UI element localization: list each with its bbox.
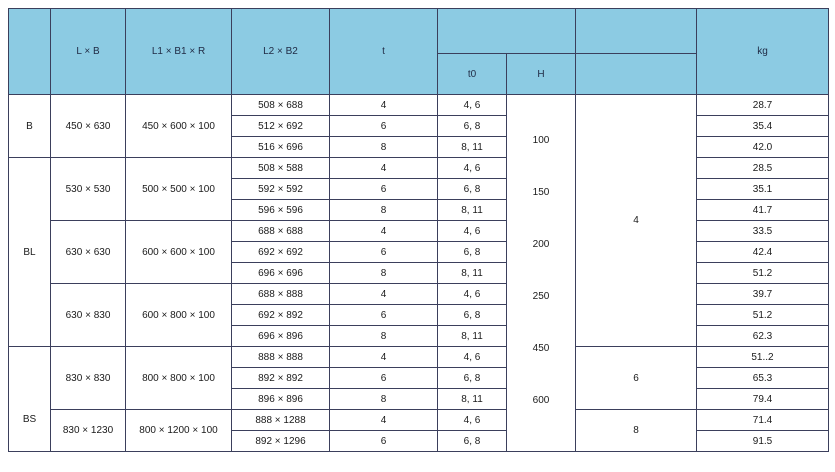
h-value: 450 bbox=[532, 343, 550, 354]
table-row bbox=[9, 158, 829, 179]
size-l1b1r: 450 × 600 × 100 bbox=[126, 95, 232, 158]
cell-t: 4 bbox=[330, 410, 438, 431]
header-lb: L × B bbox=[51, 9, 126, 95]
cell-t: 8 bbox=[330, 263, 438, 284]
cell-l2b2: 896 × 896 bbox=[232, 389, 330, 410]
cell-l2b2: 892 × 1296 bbox=[232, 431, 330, 452]
cell-t0: 4, 6 bbox=[438, 158, 507, 179]
spec-table bbox=[8, 8, 829, 452]
cell-kg: 39.7 bbox=[697, 284, 829, 305]
cell-t: 4 bbox=[330, 347, 438, 368]
cell-kg: 79.4 bbox=[697, 389, 829, 410]
cell-kg: 35.1 bbox=[697, 179, 829, 200]
cell-l2b2: 688 × 888 bbox=[232, 284, 330, 305]
h-values-cell bbox=[507, 95, 576, 452]
header-t: t bbox=[330, 9, 438, 95]
table-row bbox=[9, 347, 829, 368]
cell-kg: 91.5 bbox=[697, 431, 829, 452]
h-value: 250 bbox=[532, 291, 550, 302]
cell-kg: 71.4 bbox=[697, 410, 829, 431]
cell-t0: 8, 11 bbox=[438, 137, 507, 158]
cell-t0: 8, 11 bbox=[438, 389, 507, 410]
group-label-b: B bbox=[9, 95, 51, 158]
header-l2b2: L2 × B2 bbox=[232, 9, 330, 95]
h-value: 100 bbox=[532, 135, 550, 146]
table-row bbox=[9, 410, 829, 431]
header-blank bbox=[576, 9, 697, 54]
group-label-bs bbox=[9, 347, 51, 452]
size-lb: 830 × 1230 bbox=[51, 410, 126, 452]
cell-t: 4 bbox=[330, 158, 438, 179]
cell-t: 8 bbox=[330, 389, 438, 410]
cell-kg: 42.4 bbox=[697, 242, 829, 263]
cell-l2b2: 692 × 892 bbox=[232, 305, 330, 326]
cell-t0: 4, 6 bbox=[438, 221, 507, 242]
cell-t0: 8, 11 bbox=[438, 263, 507, 284]
group-label-bs-text: BS bbox=[22, 414, 37, 425]
header-group bbox=[438, 9, 576, 54]
cell-l2b2: 892 × 892 bbox=[232, 368, 330, 389]
size-l1b1r: 600 × 600 × 100 bbox=[126, 221, 232, 284]
cell-l2b2: 512 × 692 bbox=[232, 116, 330, 137]
cell-t0: 4, 6 bbox=[438, 95, 507, 116]
h-value: 150 bbox=[532, 187, 550, 198]
cell-t0: 6, 8 bbox=[438, 305, 507, 326]
group-label-bl: BL bbox=[9, 158, 51, 347]
cell-t: 6 bbox=[330, 305, 438, 326]
cell-kg: 51..2 bbox=[697, 347, 829, 368]
cell-t: 4 bbox=[330, 221, 438, 242]
cell-kg: 65.3 bbox=[697, 368, 829, 389]
cell-kg: 28.5 bbox=[697, 158, 829, 179]
table-row bbox=[9, 221, 829, 242]
size-lb: 530 × 530 bbox=[51, 158, 126, 221]
table-row bbox=[9, 95, 829, 116]
cell-l2b2: 516 × 696 bbox=[232, 137, 330, 158]
size-l1b1r: 500 × 500 × 100 bbox=[126, 158, 232, 221]
cell-kg: 28.7 bbox=[697, 95, 829, 116]
cell-kg: 42.0 bbox=[697, 137, 829, 158]
size-l1b1r: 600 × 800 × 100 bbox=[126, 284, 232, 347]
cell-t: 6 bbox=[330, 116, 438, 137]
header-kg: kg bbox=[697, 9, 829, 95]
cell-t: 4 bbox=[330, 95, 438, 116]
cell-l2b2: 508 × 688 bbox=[232, 95, 330, 116]
cell-t0: 8, 11 bbox=[438, 326, 507, 347]
cell-l2b2: 888 × 888 bbox=[232, 347, 330, 368]
cell-t0: 6, 8 bbox=[438, 368, 507, 389]
cell-l2b2: 888 × 1288 bbox=[232, 410, 330, 431]
size-lb: 630 × 830 bbox=[51, 284, 126, 347]
cell-t: 8 bbox=[330, 137, 438, 158]
size-l1b1r: 800 × 1200 × 100 bbox=[126, 410, 232, 452]
count-cell: 6 bbox=[576, 347, 697, 410]
cell-t: 8 bbox=[330, 326, 438, 347]
cell-t0: 6, 8 bbox=[438, 179, 507, 200]
header-l1b1r: L1 × B1 × R bbox=[126, 9, 232, 95]
cell-kg: 35.4 bbox=[697, 116, 829, 137]
cell-kg: 33.5 bbox=[697, 221, 829, 242]
cell-t: 6 bbox=[330, 242, 438, 263]
cell-l2b2: 696 × 896 bbox=[232, 326, 330, 347]
count-cell: 8 bbox=[576, 410, 697, 452]
cell-t0: 4, 6 bbox=[438, 284, 507, 305]
header-blank-sub bbox=[576, 54, 697, 95]
cell-t0: 4, 6 bbox=[438, 347, 507, 368]
cell-t: 6 bbox=[330, 368, 438, 389]
cell-t: 4 bbox=[330, 284, 438, 305]
size-lb: 450 × 630 bbox=[51, 95, 126, 158]
cell-t: 6 bbox=[330, 431, 438, 452]
h-value: 600 bbox=[532, 395, 550, 406]
cell-kg: 51.2 bbox=[697, 305, 829, 326]
cell-kg: 51.2 bbox=[697, 263, 829, 284]
cell-t: 6 bbox=[330, 179, 438, 200]
cell-l2b2: 692 × 692 bbox=[232, 242, 330, 263]
size-lb: 830 × 830 bbox=[51, 347, 126, 410]
cell-t0: 6, 8 bbox=[438, 116, 507, 137]
cell-t0: 6, 8 bbox=[438, 431, 507, 452]
size-l1b1r: 800 × 800 × 100 bbox=[126, 347, 232, 410]
cell-t0: 6, 8 bbox=[438, 242, 507, 263]
size-lb: 630 × 630 bbox=[51, 221, 126, 284]
header-H: H bbox=[507, 54, 576, 95]
h-value: 200 bbox=[532, 239, 550, 250]
cell-l2b2: 688 × 688 bbox=[232, 221, 330, 242]
header-t0: t0 bbox=[438, 54, 507, 95]
header-col1 bbox=[9, 9, 51, 95]
cell-l2b2: 696 × 696 bbox=[232, 263, 330, 284]
cell-l2b2: 592 × 592 bbox=[232, 179, 330, 200]
cell-t0: 8, 11 bbox=[438, 200, 507, 221]
cell-l2b2: 508 × 588 bbox=[232, 158, 330, 179]
cell-t0: 4, 6 bbox=[438, 410, 507, 431]
cell-l2b2: 596 × 596 bbox=[232, 200, 330, 221]
cell-kg: 62.3 bbox=[697, 326, 829, 347]
cell-kg: 41.7 bbox=[697, 200, 829, 221]
cell-t: 8 bbox=[330, 200, 438, 221]
count-cell: 4 bbox=[576, 95, 697, 347]
table-row bbox=[9, 284, 829, 305]
